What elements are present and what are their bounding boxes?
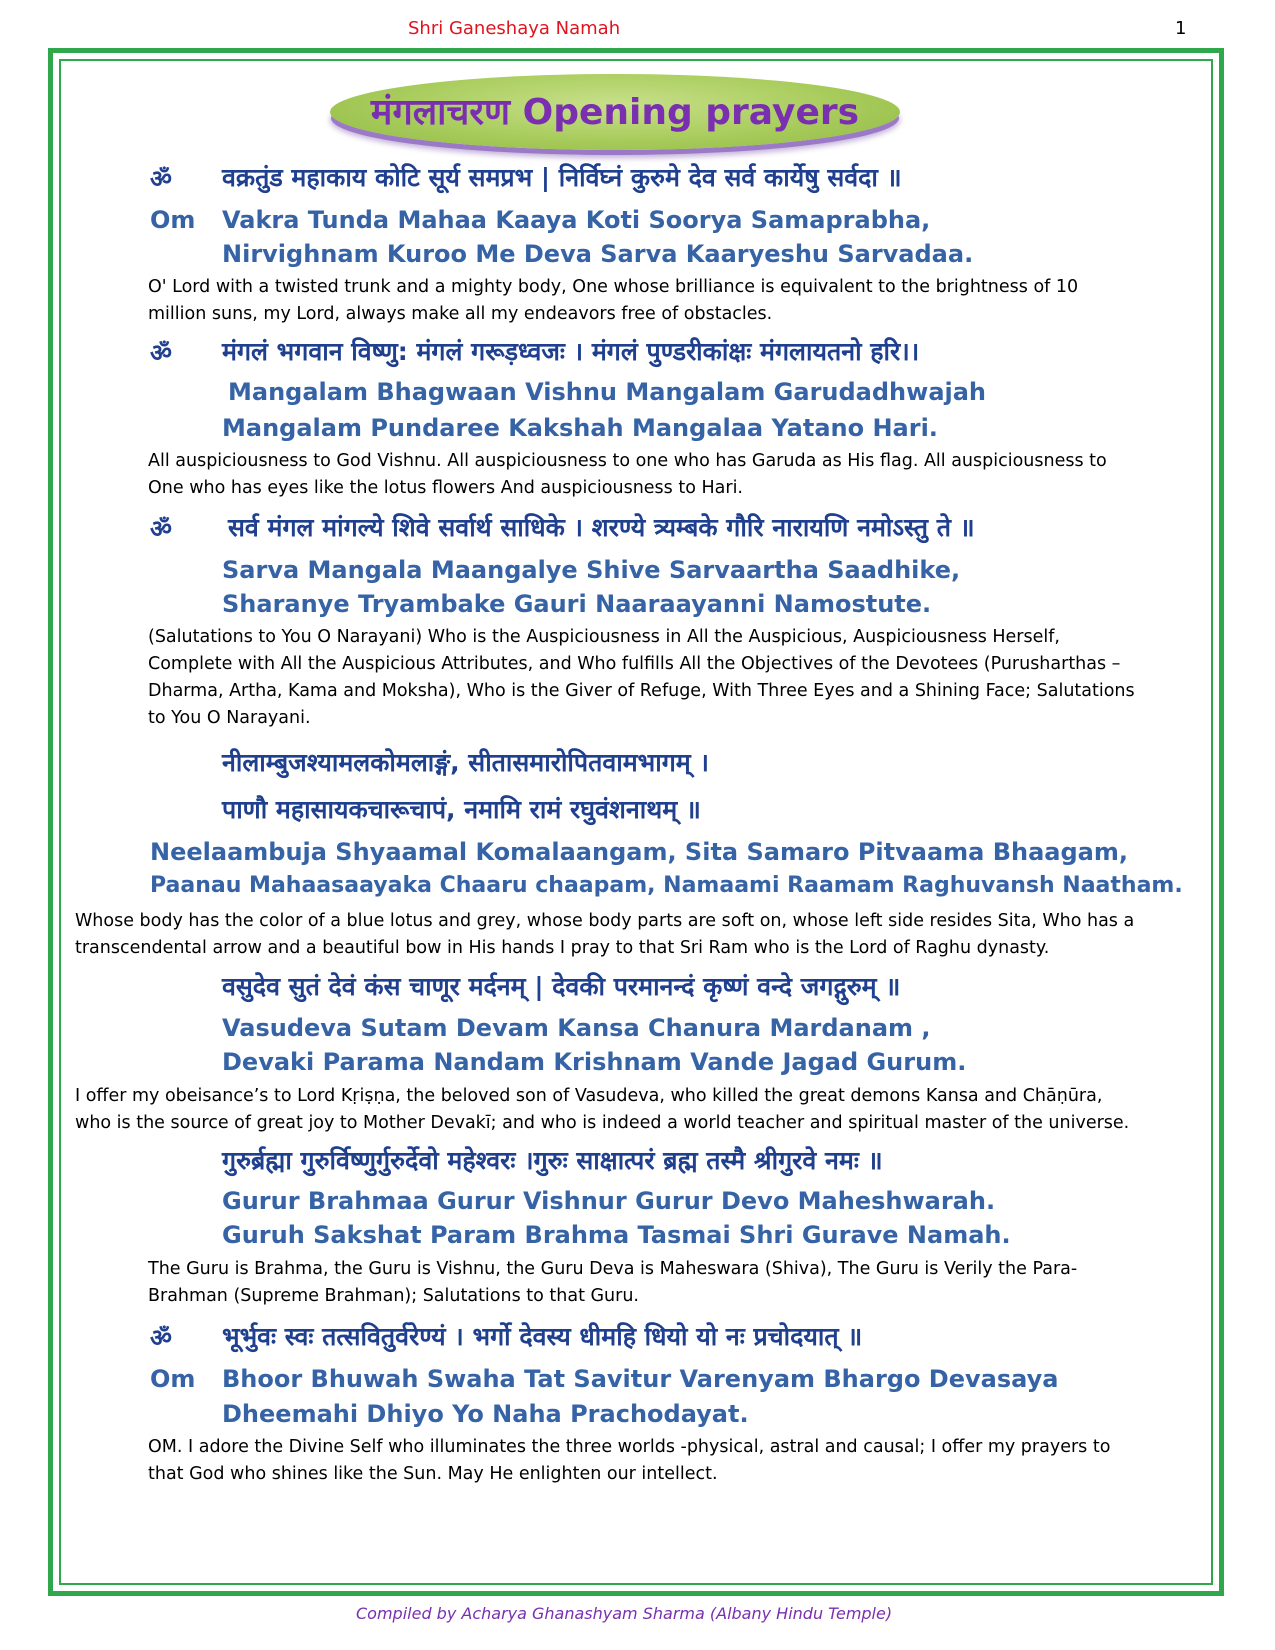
verse-3-translation-line-4: to You O Narayani. bbox=[148, 708, 311, 728]
verse-4-translation-line-1: Whose body has the color of a blue lotus and grey, whose body parts are soft on, whose left side resides Sita, Who has a bbox=[75, 911, 1135, 931]
verse-2-translation-line-2: One who has eyes like the lotus flowers And auspiciousness to Hari. bbox=[148, 478, 743, 498]
verse-1-translation-line-1: O' Lord with a twisted trunk and a mighty body, One whose brilliance is equivalent to the brightness of 10 bbox=[148, 277, 1079, 297]
verse-4-devanagari-line-1: नीलाम्बुजश्यामलकोमलाङ्गं, सीतासमारोपितवामभागम् । bbox=[222, 748, 709, 777]
verse-4-transliteration-line-2: Paanau Mahaasaayaka Chaaru chaapam, Namaami Raamam Raghuvansh Naatham. bbox=[150, 873, 1183, 898]
verse-6-transliteration-line-1: Gurur Brahmaa Gurur Vishnur Gurur Devo Maheshwarah. bbox=[222, 1187, 996, 1215]
verse-6-transliteration-line-2: Guruh Sakshat Param Brahma Tasmai Shri Gurave Namah. bbox=[222, 1221, 1011, 1249]
verse-3-translation-line-1: (Salutations to You O Narayani) Who is the Auspiciousness in All the Auspicious, Auspiciousness Herself, bbox=[148, 627, 1060, 647]
verse-1-translation-line-2: million suns, my Lord, always make all my endeavors free of obstacles. bbox=[148, 304, 773, 324]
page-title: मंगलाचरण Opening prayers bbox=[370, 92, 860, 133]
verse-1-transliteration-line-2: Nirvighnam Kuroo Me Deva Sarva Kaaryeshu Sarvadaa. bbox=[222, 240, 974, 268]
header-title: Shri Ganeshaya Namah bbox=[408, 18, 621, 39]
verse-4-devanagari-line-2: पाणौ महासायकचारूचापं, नमामि रामं रघुवंशनाथम् ॥ bbox=[222, 795, 701, 824]
verse-2-devanagari: मंगलं भगवान विष्णु: मंगलं गरूड़ध्वजः । मंगलं पुण्डरीकांक्षः मंगलायतनो हरि।। bbox=[222, 337, 920, 366]
verse-3-transliteration-line-1: Sarva Mangala Maangalye Shive Sarvaartha Saadhike, bbox=[222, 556, 961, 584]
verse-5-transliteration-line-1: Vasudeva Sutam Devam Kansa Chanura Mardanam , bbox=[222, 1014, 931, 1042]
verse-4-translation-line-2: transcendental arrow and a beautiful bow in His hands I pray to that Sri Ram who is the Lord of Raghu dynasty. bbox=[75, 938, 1050, 958]
verse-2-transliteration-line-2: Mangalam Pundaree Kakshah Mangalaa Yatano Hari. bbox=[222, 414, 938, 442]
verse-2-transliteration-line-1: Mangalam Bhagwaan Vishnu Mangalam Garudadhwajah bbox=[228, 378, 987, 406]
verse-7-translation-line-1: OM. I adore the Divine Self who illuminates the three worlds -physical, astral and causal; I offer my prayers to bbox=[148, 1437, 1111, 1457]
om-icon: ॐ bbox=[150, 339, 172, 367]
verse-7-om-word: Om bbox=[150, 1365, 196, 1393]
verse-6-translation-line-1: The Guru is Brahma, the Guru is Vishnu, the Guru Deva is Maheswara (Shiva), The Guru is Verily the Para- bbox=[148, 1259, 1078, 1279]
om-icon: ॐ bbox=[150, 515, 172, 543]
verse-5-translation-line-1: I offer my obeisance’s to Lord Kṛiṣṇa, the beloved son of Vasudeva, who killed the great demons Kansa and Chāṇūra, bbox=[75, 1086, 1103, 1106]
page-number: 1 bbox=[1175, 18, 1187, 39]
verse-4-transliteration-line-1: Neelaambuja Shyaamal Komalaangam, Sita Samaro Pitvaama Bhaagam, bbox=[150, 838, 1128, 866]
verse-3-transliteration-line-2: Sharanye Tryambake Gauri Naaraayanni Namostute. bbox=[222, 590, 932, 618]
verse-6-devanagari: गुरुर्ब्रह्मा गुरुर्विष्णुर्गुरुर्देवो महेश्वरः ।गुरुः साक्षात्परं ब्रह्म तस्मै श्रीगुरवे नमः ॥ bbox=[222, 1146, 883, 1175]
verse-1-om-word: Om bbox=[150, 206, 196, 234]
verse-6-translation-line-2: Brahman (Supreme Brahman); Salutations to that Guru. bbox=[148, 1286, 639, 1306]
om-icon: ॐ bbox=[150, 165, 172, 193]
verse-7-translation-line-2: that God who shines like the Sun. May He enlighten our intellect. bbox=[148, 1464, 718, 1484]
verse-3-translation-line-2: Complete with All the Auspicious Attributes, and Who fulfills All the Objectives of the Devotees (Purusharthas – bbox=[148, 654, 1121, 674]
om-icon: ॐ bbox=[150, 1324, 172, 1352]
verse-5-devanagari: वसुदेव सुतं देवं कंस चाणूर मर्दनम् | देवकी परमानन्दं कृष्णं वन्दे जगद्गुरुम् ॥ bbox=[222, 972, 901, 1001]
verse-7-devanagari: भूर्भुवः स्वः तत्सवितुर्वरेण्यं । भर्गो देवस्य धीमहि धियो यो नः प्रचोदयात् ॥ bbox=[222, 1322, 863, 1351]
verse-5-transliteration-line-2: Devaki Parama Nandam Krishnam Vande Jagad Gurum. bbox=[222, 1048, 967, 1076]
verse-7-transliteration-line-2: Dheemahi Dhiyo Yo Naha Prachodayat. bbox=[222, 1400, 749, 1428]
verse-5-translation-line-2: who is the source of great joy to Mother Devakī; and who is indeed a world teacher and spiritual master of the universe. bbox=[75, 1113, 1130, 1133]
verse-3-translation-line-3: Dharma, Artha, Kama and Moksha), Who is the Giver of Refuge, With Three Eyes and a Shining Face; Salutations bbox=[148, 681, 1135, 701]
verse-3-devanagari: सर्व मंगल मांगल्ये शिवे सर्वार्थ साधिके । शरण्ये त्र्यम्बके गौरि नारायणि नमोऽस्तु ते ॥ bbox=[228, 513, 975, 542]
verse-2-translation-line-1: All auspiciousness to God Vishnu. All auspiciousness to one who has Garuda as His flag. All auspiciousness to bbox=[148, 451, 1107, 471]
verse-1-devanagari: वक्रतुंड महाकाय कोटि सूर्य समप्रभ | निर्विघ्नं कुरुमे देव सर्व कार्येषु सर्वदा ॥ bbox=[222, 163, 902, 192]
verse-1-transliteration-line-1: Vakra Tunda Mahaa Kaaya Koti Soorya Samaprabha, bbox=[222, 206, 931, 234]
verse-7-transliteration-line-1: Bhoor Bhuwah Swaha Tat Savitur Varenyam Bhargo Devasaya bbox=[222, 1365, 1059, 1393]
footer-credit: Compiled by Acharya Ghanashyam Sharma (Albany Hindu Temple) bbox=[356, 1604, 893, 1623]
